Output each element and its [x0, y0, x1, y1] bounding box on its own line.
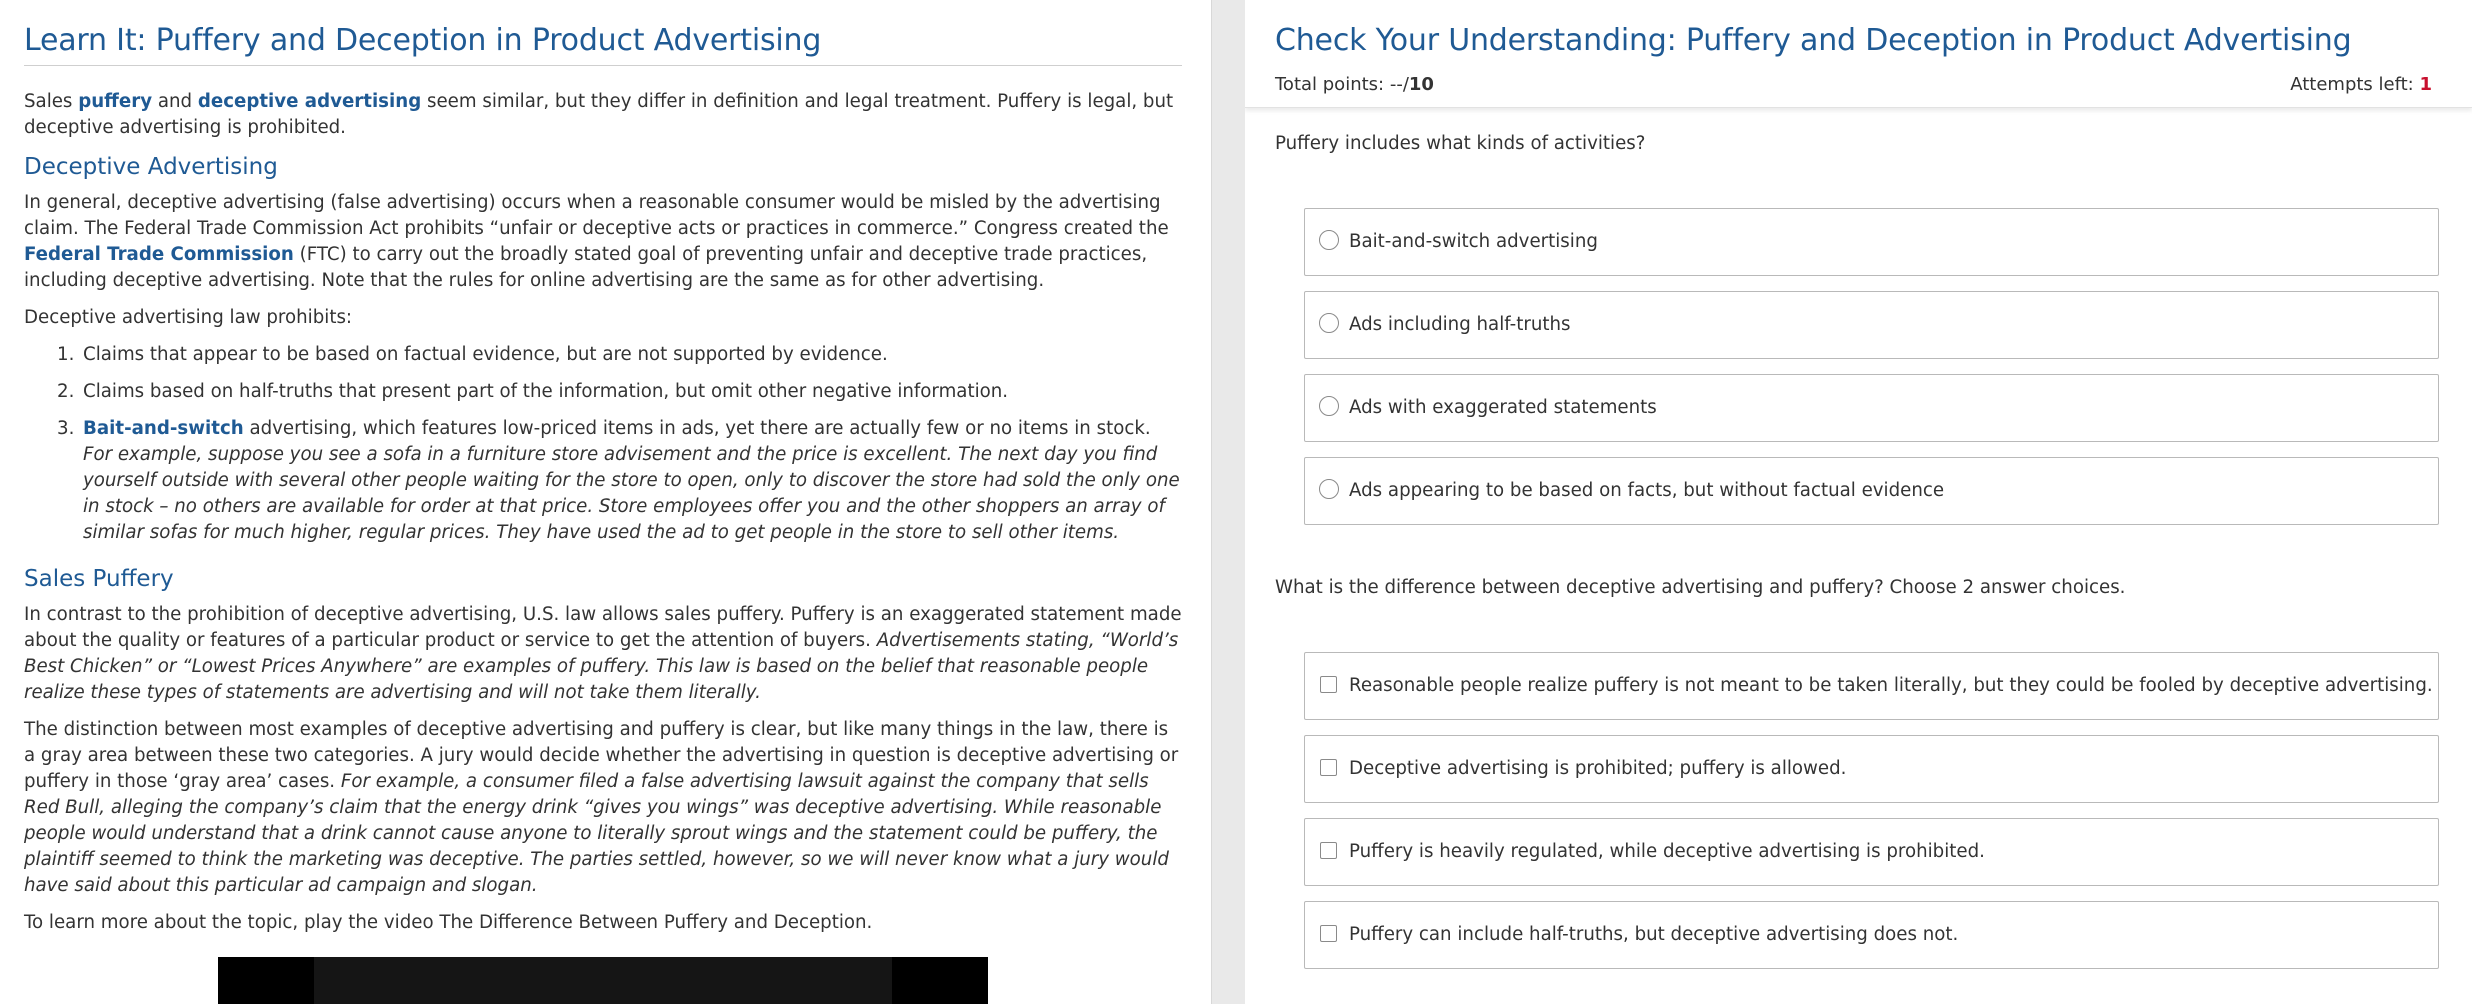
puffery-paragraph-1 — [24, 602, 1182, 706]
list-text: Claims that appear to be based on factual evidence, but are not supported by evidence. — [83, 344, 888, 365]
choice-label: Reasonable people realize puffery is not meant to be taken literally, but they could be fooled by deceptive advertising. — [1349, 675, 2433, 696]
q1-choice-3[interactable] — [1304, 374, 2439, 442]
prohibitions-list — [24, 342, 1182, 546]
points-value: --/ — [1389, 74, 1409, 95]
checkbox[interactable] — [1320, 925, 1337, 942]
points-total: 10 — [1408, 74, 1434, 95]
attempts-left — [2290, 74, 2432, 95]
radio-button[interactable] — [1319, 313, 1339, 333]
radio-button[interactable] — [1319, 230, 1339, 250]
checkbox[interactable] — [1320, 759, 1337, 776]
list-item — [24, 342, 1182, 368]
attempts-label: Attempts left: — [2290, 74, 2420, 95]
checkbox[interactable] — [1320, 842, 1337, 859]
total-points — [1275, 74, 1434, 95]
pane-divider[interactable] — [1211, 0, 1245, 1004]
radio-button[interactable] — [1319, 396, 1339, 416]
puffery-heading: Sales Puffery — [24, 566, 174, 592]
choice-label: Puffery is heavily regulated, while deceptive advertising is prohibited. — [1349, 841, 1985, 862]
example-text: For example, a consumer filed a false advertising lawsuit against the company that sells Red Bull, alleging the company’s claim that the energy drink “gives you wings” was deceptive advertising. While reasonable people would understand that a drink cannot cause anyone to literally sprout wings and the statement could be puffery, the plaintiff seemed to think the marketing was deceptive. The parties settled, however, so we will never know what a jury would have said about this particular ad campaign and slogan. — [24, 771, 1169, 896]
list-item — [24, 416, 1182, 546]
deceptive-paragraph — [24, 190, 1182, 294]
list-number: 1. — [57, 344, 75, 365]
radio-button[interactable] — [1319, 479, 1339, 499]
glossary-link-puffery[interactable]: puffery — [78, 91, 153, 112]
deceptive-heading: Deceptive Advertising — [24, 154, 278, 180]
puffery-text: The distinction between most examples of deceptive advertising and puffery is clear, but like many things in the law, there is a gray area between these two categories. A jury would decide whether the advertising in question is deceptive advertising or puffery in those ‘gray area’ cases. — [24, 719, 1179, 792]
choice-label: Deceptive advertising is prohibited; puffery is allowed. — [1349, 758, 1847, 779]
learn-title: Learn It: Puffery and Deception in Product Advertising — [24, 20, 1182, 66]
learn-content — [24, 20, 1182, 947]
glossary-link-deceptive-advertising[interactable]: deceptive advertising — [197, 91, 422, 112]
intro-text-pre: Sales — [24, 91, 79, 112]
checkbox[interactable] — [1320, 676, 1337, 693]
list-number: 2. — [57, 381, 75, 402]
video-player[interactable] — [218, 957, 988, 1004]
video-intro: To learn more about the topic, play the video The Difference Between Puffery and Deception. — [24, 912, 873, 933]
list-number: 3. — [57, 418, 75, 439]
choice-label: Ads appearing to be based on facts, but without factual evidence — [1349, 480, 1945, 501]
check-header — [1245, 0, 2472, 108]
question-2-text: What is the difference between deceptive advertising and puffery? Choose 2 answer choices. — [1275, 577, 2126, 598]
q2-choice-1[interactable] — [1304, 652, 2439, 720]
law-intro: Deceptive advertising law prohibits: — [24, 307, 353, 328]
video-frame — [314, 957, 892, 1004]
q2-choice-2[interactable] — [1304, 735, 2439, 803]
q1-choice-2[interactable] — [1304, 291, 2439, 359]
check-title: Check Your Understanding: Puffery and Deception in Product Advertising — [1275, 23, 2352, 58]
q2-choice-3[interactable] — [1304, 818, 2439, 886]
learn-pane — [0, 0, 1211, 1004]
choice-label: Bait-and-switch advertising — [1349, 231, 1598, 252]
glossary-link-ftc[interactable]: Federal Trade Commission — [24, 244, 294, 265]
list-item — [24, 379, 1182, 405]
puffery-paragraph-2 — [24, 717, 1182, 899]
puffery-text: In contrast to the prohibition of deceptive advertising, U.S. law allows sales puffery. Puffery is an exaggerated statement made about the quality or features of a particular product or service to get the attention of buyers. — [24, 604, 1182, 651]
q2-choice-4[interactable] — [1304, 901, 2439, 969]
list-text: advertising, which features low-priced items in ads, yet there are actually few or no items in stock. — [243, 418, 1151, 439]
attempts-value: 1 — [2419, 74, 2432, 95]
deceptive-text-pre: In general, deceptive advertising (false advertising) occurs when a reasonable consumer would be misled by the advertising claim. The Federal Trade Commission Act prohibits “unfair or deceptive acts or practices in commerce.” Congress created the — [24, 192, 1169, 239]
points-label: Total points: — [1275, 74, 1390, 95]
check-pane — [1245, 0, 2472, 1004]
intro-paragraph — [24, 89, 1182, 141]
q1-choice-4[interactable] — [1304, 457, 2439, 525]
glossary-link-bait-and-switch[interactable]: Bait-and-switch — [83, 418, 244, 439]
example-text: Advertisements stating, “World’s Best Chicken” or “Lowest Prices Anywhere” are examples of puffery. This law is based on the belief that reasonable people realize these types of statements are advertising and will not take them literally. — [24, 630, 1179, 703]
choice-label: Puffery can include half-truths, but deceptive advertising does not. — [1349, 924, 1959, 945]
list-text: Claims based on half-truths that present part of the information, but omit other negative information. — [83, 381, 1009, 402]
example-text: For example, suppose you see a sofa in a furniture store advisement and the price is excellent. The next day you find yourself outside with several other people waiting for the store to open, only to discover the store had sold the only one in stock – no others are available for order at that price. Store employees offer you and the other shoppers an array of similar sofas for much higher, regular prices. They have used the ad to get people in the store to sell other items. — [83, 444, 1180, 543]
question-1-text: Puffery includes what kinds of activities? — [1275, 133, 1646, 154]
intro-text-post: seem similar, but they differ in definition and legal treatment. Puffery is legal, but deceptive advertising is prohibited. — [24, 91, 1174, 138]
intro-text-mid: and — [152, 91, 198, 112]
q1-choice-1[interactable] — [1304, 208, 2439, 276]
choice-label: Ads including half-truths — [1349, 314, 1571, 335]
deceptive-text-post: (FTC) to carry out the broadly stated goal of preventing unfair and deceptive trade practices, including deceptive advertising. Note that the rules for online advertising are the same as for other advertising. — [24, 244, 1148, 291]
choice-label: Ads with exaggerated statements — [1349, 397, 1657, 418]
